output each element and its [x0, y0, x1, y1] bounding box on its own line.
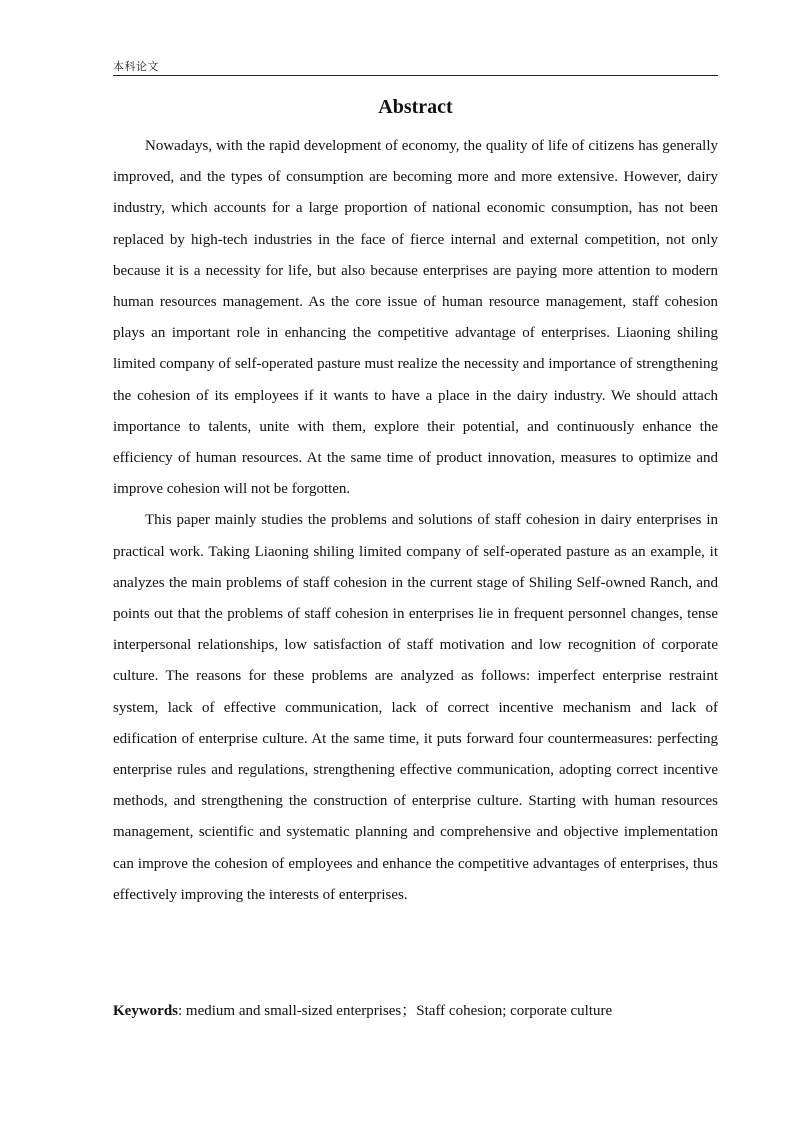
page-title: Abstract: [378, 96, 453, 118]
header-rule: [113, 75, 718, 76]
abstract-paragraph-1: Nowadays, with the rapid development of economy, the quality of life of citizens has generally improved, and the types of consumption are becoming more and more extensive. However, dairy industry, which accounts for a large proportion of national economic consumption, has not been replaced by high-tech industries in the face of fierce internal and external competition, not only because it is a necessity for life, but also because enterprises are paying more attention to modern human resources management. As the core issue of human resource management, staff cohesion plays an important role in enhancing the competitive advantage of enterprises. Liaoning shiling limited company of self-operated pasture must realize the necessity and importance of strengthening the cohesion of its employees if it wants to have a place in the dairy industry. We should attach importance to talents, unite with them, explore their potential, and continuously enhance the efficiency of human resources. At the same time of product innovation, measures to optimize and improve cohesion will not be forgotten.: [113, 138, 718, 498]
keywords-label: Keywords: [113, 1003, 178, 1019]
keywords-line: [113, 997, 718, 1025]
abstract-paragraph-2: This paper mainly studies the problems and solutions of staff cohesion in dairy enterprises in practical work. Taking Liaoning shiling limited company of self-operated pasture as an example, it analyzes the main problems of staff cohesion in the current stage of Shiling Self-owned Ranch, and points out that the problems of staff cohesion in enterprises lie in frequent personnel changes, tense interpersonal relationships, low satisfaction of staff motivation and low recognition of corporate culture. The reasons for these problems are analyzed as follows: imperfect enterprise restraint system, lack of effective communication, lack of correct incentive mechanism and lack of edification of enterprise culture. At the same time, it puts forward four countermeasures: perfecting enterprise rules and regulations, strengthening effective communication, adopting correct incentive methods, and strengthening the construction of enterprise culture. Starting with human resources management, scientific and systematic planning and comprehensive and objective implementation can improve the cohesion of employees and enhance the competitive advantages of enterprises, thus effectively improving the interests of enterprises.: [113, 512, 718, 903]
keywords-text: : medium and small-sized enterprises；Staff cohesion; corporate culture: [178, 1003, 613, 1019]
abstract-body: [113, 131, 718, 911]
running-header: 本科论文: [113, 60, 159, 73]
